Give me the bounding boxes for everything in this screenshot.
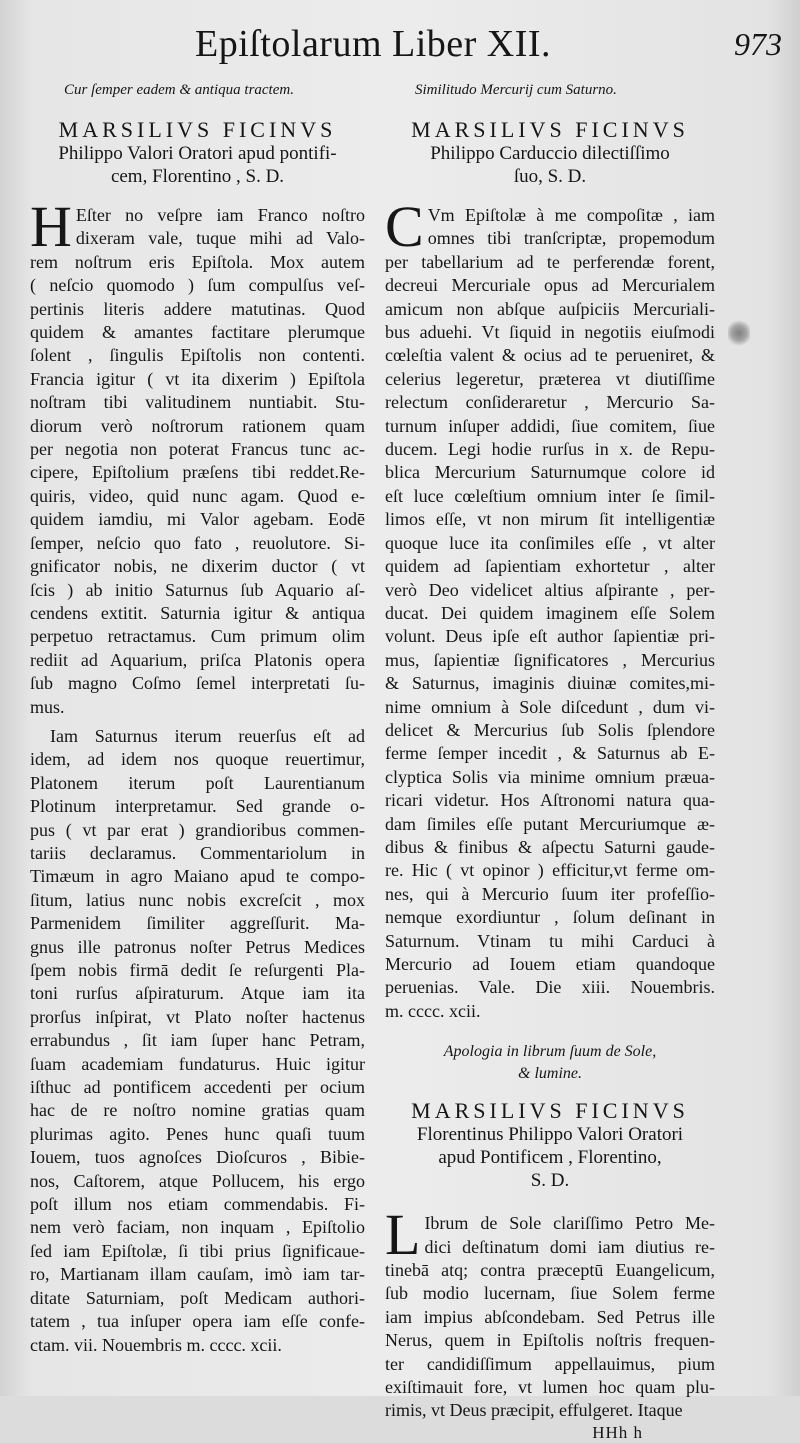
text-line: ſed iam Epiſtolæ, ſi tibi prius ſignificaue- <box>30 1240 365 1261</box>
text-line: Timæum in agro Maiano apud te compo- <box>30 866 365 887</box>
text-line: Eſter no veſpre iam Franco noſtro <box>75 205 365 225</box>
text-line: dici deſtinatum domi iam diutius re- <box>424 1236 715 1257</box>
text-line: poſt illum nos etiam commendabis. Fi- <box>30 1194 365 1215</box>
text-line: ducat. Dei quidem imaginem eſſe Solem <box>385 602 715 623</box>
text-line: m. cccc. xcii. <box>385 1000 481 1021</box>
text-line: Mercurio ad Iouem etiam quandoque <box>385 954 715 974</box>
text-line: blica Mercurium Saturnumque colore id <box>385 462 715 483</box>
left-recipient-line: Philippo Valori Oratori apud pontifi- <box>58 143 337 164</box>
text-line: errabundus , ſit iam ſuper hanc Petram, <box>30 1030 365 1051</box>
text-line: celerius legeretur, præterea vt diutiſſime <box>385 368 715 389</box>
right-sender: MARSILIVS FICINVS <box>411 117 689 142</box>
text-line: tinebā atq; contra præceptū Euangelicum, <box>385 1260 715 1281</box>
text-line: pertinis literis addere matutinas. Quod <box>30 298 365 319</box>
running-head <box>0 22 800 72</box>
left-paragraph-1 <box>30 194 365 719</box>
text-line: per negotia non poterat Francus tunc ac- <box>30 439 365 460</box>
text-line: volunt. Deus ipſe eſt author ſapientiæ pri- <box>385 626 715 647</box>
text-line: ( neſcio quomodo ) ſum compulſus veſ- <box>30 275 365 296</box>
apologia-line: & lumine. <box>518 1065 582 1083</box>
text-line: quidem & amantes factitare plerumque <box>30 322 365 343</box>
text-line: ſpem nobis firmā dedit ſe reſurgenti Pla- <box>30 960 365 980</box>
right-dropcap-2: L <box>385 1202 421 1268</box>
text-line: prorſus inſpirat, vt Plato noſter hactenus <box>30 1006 365 1027</box>
right-paragraph-1 <box>385 194 715 1023</box>
text-line: rediit ad Aquarium, priſca Platonis opera <box>30 649 365 670</box>
text-line: nes, qui à Mercurio ſuum iter profeſſio- <box>385 883 715 904</box>
text-line: ricari videtur. Hos Aſtronomi natura qua- <box>385 790 715 811</box>
text-line: pus ( vt par erat ) grandioribus commen- <box>30 819 365 840</box>
text-line: Iam Saturnus iterum reuerſus eſt ad <box>50 725 365 746</box>
text-line: tariis declaramus. Commentariolum in <box>30 842 365 863</box>
text-line: ter candidiſſimum appellauimus, pium <box>385 1353 715 1374</box>
text-line: Nerus, quem in Epiſtolis noſtris frequen- <box>385 1330 715 1351</box>
text-line: ctam. vii. Nouembris m. cccc. xcii. <box>30 1334 282 1355</box>
text-line: perpetuo retractamus. Cum primum olim <box>30 626 365 647</box>
text-line: iſthuc ad pontificem accedenti per ocium <box>30 1077 365 1098</box>
right-dropcap: C <box>385 194 424 259</box>
left-recipient-line: cem, Florentino , S. D. <box>110 166 285 187</box>
text-line: toni rurſus aſpiraturum. Atque iam ita <box>30 983 365 1004</box>
text-line: Plotinum interpretamur. Sed grande o- <box>30 796 365 817</box>
text-line: tatem , tua inſuper opera iam eſſe confe- <box>30 1311 365 1332</box>
text-line: ſolent , ſingulis Epiſtolis non contenti. <box>30 345 365 366</box>
right-recipient <box>385 142 715 188</box>
text-line: exiſtimauit fore, vt lumen hoc quam plu- <box>385 1377 715 1398</box>
apologia-heading <box>385 1041 715 1085</box>
text-line: per tabellarium ad te perferendæ forent, <box>385 251 715 272</box>
text-line: Vm Epiſtolæ à me compoſitæ , iam <box>427 205 715 225</box>
text-line: & Saturnus, imaginis diuinæ comites,mi- <box>385 673 715 694</box>
text-line: cendens extitit. Saturnia igitur & antiqua <box>30 602 365 623</box>
left-column <box>30 80 365 1357</box>
text-line: re. Hic ( vt opinor ) efficitur,vt ferme om- <box>385 860 715 881</box>
text-line: ferme ſemper incedit , & Saturnus ab E- <box>385 743 715 764</box>
left-paragraph-2 <box>30 725 365 1357</box>
text-line: bus aduehi. Vt ſiquid in negotiis eiuſmodi <box>385 322 715 343</box>
page-number: 973 <box>734 26 782 62</box>
right-recipient-2-line: Florentinus Philippo Valori Oratori <box>416 1124 684 1146</box>
right-recipient-2-line: S. D. <box>530 1170 570 1192</box>
right-recipient-line: Philippo Carduccio dilectiſſimo <box>430 143 670 164</box>
ink-smudge <box>728 318 750 348</box>
text-line: nime omnium à Sole diſcedunt , dum vi- <box>385 696 715 717</box>
signature-mark: HHh h <box>592 1422 643 1442</box>
right-column <box>385 80 715 1443</box>
text-line: quidem iamdiu, mi Valor agebam. Eodē <box>30 509 365 530</box>
right-recipient-2 <box>385 1123 715 1192</box>
text-line: cœleſtia valent & ocius ad te perueniret, & <box>385 345 715 366</box>
text-line: iam impius abſcondebam. Sed Petrus ille <box>385 1306 715 1327</box>
text-line: dibus & finibus & aſpectu Saturni gaude- <box>385 836 715 857</box>
text-line: idem, ad idem nos quoque reuertimur, <box>30 749 365 770</box>
text-line: turnum inſuper addidi, ſiue comitem, ſiue <box>385 415 715 436</box>
text-line: Parmenidem ſimiliter aggreſſurit. Ma- <box>30 913 365 934</box>
left-dropcap: H <box>30 194 72 259</box>
right-recipient-line: ſuo, S. D. <box>513 166 587 187</box>
text-line: quoque luce ita conſimiles eſſe , vt alter <box>385 532 715 553</box>
text-line: dixeram vale, tuque mihi ad Valo- <box>75 228 365 249</box>
left-topic-heading: Cur ſemper eadem & antiqua tractem. <box>64 82 294 98</box>
text-line: dam ſimiles eſſe putant Mercuriumque æ- <box>385 813 715 834</box>
text-line: gnus ille patronus noſter Petrus Medices <box>30 936 365 957</box>
text-line: ro, Martianam illam cauſam, imò iam tar- <box>30 1264 365 1285</box>
text-line: Ibrum de Sole clariſſimo Petro Me- <box>424 1213 715 1234</box>
right-topic-heading: Similitudo Mercurij cum Saturno. <box>415 82 617 98</box>
text-line: amicum non abſque auſpiciis Mercuriali- <box>385 298 715 319</box>
running-title: Epiſtolarum Liber XII. <box>195 23 552 65</box>
text-line: ditate Saturniam, poſt Medicam authori- <box>30 1287 365 1308</box>
text-line: decreui Mercuriale opus ad Mercurialem <box>385 275 715 296</box>
text-line: ſemper, neſcio quo fato , reuolutore. Si- <box>30 532 365 553</box>
text-line: ducem. Legi hodie rurſus in x. de Repu- <box>385 439 715 460</box>
text-line: diorum verò noſtrorum rationem quam <box>30 415 365 436</box>
text-line: Iouem, tuos agnoſces Dioſcuros , Bibie- <box>30 1147 365 1168</box>
text-line: cipere, Epiſtolium præſens tibi reddet.Re- <box>30 462 365 483</box>
text-line: relectum conſideraretur , Mercurio Sa- <box>385 392 715 413</box>
text-line: quiris, video, quid nunc agam. Quod e- <box>30 485 365 506</box>
left-recipient <box>30 142 365 188</box>
text-line: nemque exordiuntur , ſolum deſinant in <box>385 907 715 928</box>
text-line: Saturnum. Vtinam tu mihi Carduci à <box>385 930 715 951</box>
text-line: hac de re noſtro nomine gratias quam <box>30 1100 365 1121</box>
text-line: ſitum, latius nunc nobis excreſcit , mox <box>30 889 365 910</box>
right-letter-2-body <box>385 1202 715 1423</box>
text-line: mus, ſapientiæ ſignificatores , Mercurius <box>385 649 715 670</box>
text-line: rem noſtrum eris Epiſtola. Mox autem <box>30 251 365 272</box>
right-paragraph-2 <box>385 1202 715 1423</box>
text-line: verò Deo videlicet altius aſpirante , per- <box>385 579 715 600</box>
text-line: ſub magno Coſmo ſemel interpretati ſu- <box>30 673 365 694</box>
text-line: plurimas agito. Penes hunc quaſi tuum <box>30 1123 365 1144</box>
text-line: ſuam academiam fundaturus. Huic igitur <box>30 1053 365 1074</box>
right-recipient-2-line: apud Pontificem , Florentino, <box>438 1147 662 1169</box>
text-line: ſcis ) ab initio Saturnus ſub Aquario aſ- <box>30 579 365 600</box>
text-line: mus. <box>30 696 65 717</box>
text-line: eſt luce cœleſtium omnium inter ſe ſimil- <box>385 485 715 506</box>
text-line: nos, Caſtorem, atque Pollucem, his ergo <box>30 1170 365 1191</box>
text-line: ſub modio lucernam, ſiue Solem ferme <box>385 1283 715 1304</box>
text-line: omnes tibi tranſcriptæ, propemodum <box>427 228 715 249</box>
text-line: Francia igitur ( vt ita dixerim ) Epiſtola <box>30 368 365 389</box>
text-line: peruenias. Vale. Die xiii. Nouembris. <box>385 977 715 998</box>
text-line: noſtram tibi valitudinem nuntiabit. Stu- <box>30 392 365 413</box>
text-line: limos eſſe, vt non mirum ſit intelligentiæ <box>385 509 715 530</box>
text-line: delicet & Mercurius ſub Solis ſplendore <box>385 719 715 740</box>
apologia-line: Apologia in librum ſuum de Sole, <box>443 1043 657 1061</box>
left-sender: MARSILIVS FICINVS <box>58 117 337 142</box>
right-letter-body <box>385 194 715 1023</box>
text-line: gnificator nobis, ne dixerim ductor ( vt <box>30 556 365 577</box>
left-letter-body <box>30 194 365 1357</box>
text-line: clyptica Solis via minime omnium præua- <box>385 766 715 787</box>
text-line: Platonem iterum poſt Laurentianum <box>30 772 365 793</box>
text-line: rimis, vt Deus præcipit, effulgeret. Itaque <box>385 1400 683 1421</box>
right-sender-2: MARSILIVS FICINVS <box>411 1098 689 1124</box>
text-line: quidem ad ſapientiam exhortetur , alter <box>385 556 715 577</box>
text-line: nem verò faciam, non inquam , Epiſtolio <box>30 1217 365 1238</box>
